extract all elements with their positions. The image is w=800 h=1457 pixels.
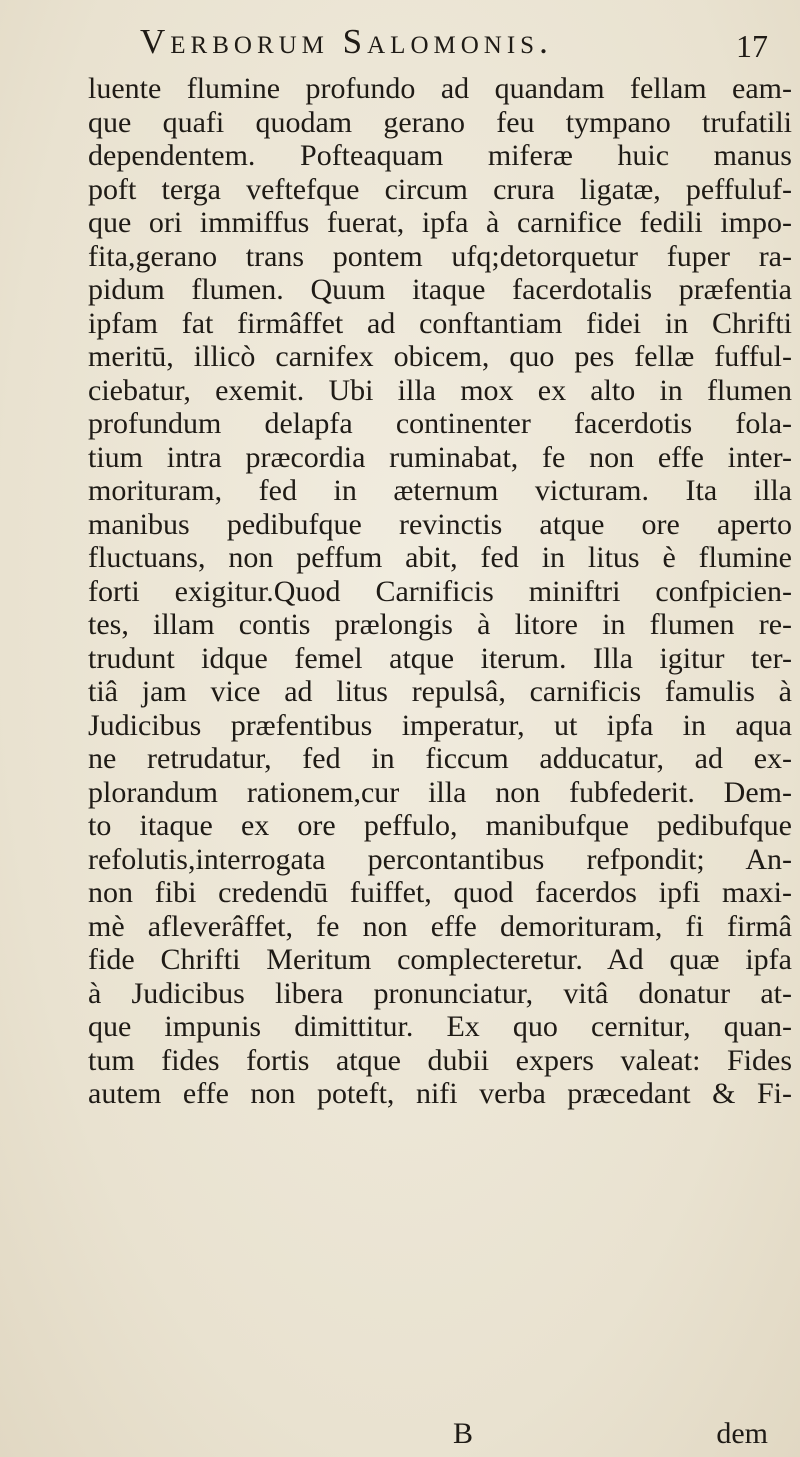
text-line: non fibi credendū fuiffet, quod facerdos ipfi maxi- <box>88 876 792 909</box>
text-line: trudunt idque femel atque iterum. Illa igitur ter- <box>88 641 792 675</box>
text-line: pidum flumen. Quum itaque facerdotalis præfentia <box>88 273 792 306</box>
page-number: 17 <box>736 28 768 64</box>
text-line: manibus pedibufque revinctis atque ore aperto <box>88 507 792 541</box>
text-line: to itaque ex ore peffulo, manibufque pedibufque <box>88 809 792 842</box>
text-line: meritū, illicò carnifex obicem, quo pes fellæ fufful- <box>88 340 792 373</box>
text-line: ciebatur, exemit. Ubi illa mox ex alto in flumen <box>88 373 792 407</box>
page-footer <box>88 1417 796 1449</box>
text-line: tes, illam contis prælongis à litore in flumen re- <box>88 608 792 641</box>
text-line: ipfam fat firmâffet ad conftantiam fidei in Chrifti <box>88 306 792 340</box>
text-line: que ori immiffus fuerat, ipfa à carnifice fedili impo- <box>88 206 792 239</box>
catchword: dem <box>716 1417 768 1450</box>
text-line: ne retrudatur, fed in ficcum adducatur, ad ex- <box>88 742 792 775</box>
text-line: tum fides fortis atque dubii expers valeat: Fides <box>88 1043 792 1077</box>
text-line: Judicibus præfentibus imperatur, ut ipfa in aqua <box>88 708 792 742</box>
text-line: tiâ jam vice ad litus repulsâ, carnificis famulis à <box>88 675 792 708</box>
text-line: fluctuans, non peffum abit, fed in litus è flumine <box>88 541 792 574</box>
text-line: tium intra præcordia ruminabat, fe non effe inter- <box>88 440 792 474</box>
text-line: refolutis,interrogata percontantibus refpondit; An- <box>88 842 792 876</box>
text-line: fita,gerano trans pontem ufq;detorquetur fuper ra- <box>88 239 792 273</box>
text-line: poft terga veftefque circum crura ligatæ, peffuluf- <box>88 172 792 206</box>
text-line: luente flumine profundo ad quandam fellam eam- <box>88 72 792 105</box>
text-line: autem effe non poteft, nifi verba præcedant & Fi- <box>88 1077 792 1110</box>
text-line: forti exigitur.Quod Carnificis miniftri confpicien- <box>88 574 792 608</box>
body-text <box>88 72 796 1111</box>
text-line: que quafi quodam gerano feu tympano trufatili <box>88 105 792 139</box>
text-line: plorandum rationem,cur illa non fubfederit. Dem- <box>88 775 792 809</box>
page-header <box>140 14 800 70</box>
signature-mark: B <box>453 1417 474 1450</box>
text-line: que impunis dimittitur. Ex quo cernitur, quan- <box>88 1010 792 1043</box>
running-title: Verborum Salomonis. <box>140 22 553 61</box>
text-line: profundum delapfa continenter facerdotis fola- <box>88 407 792 440</box>
text-line: morituram, fed in æternum victuram. Ita illa <box>88 474 792 507</box>
text-line: mè afleverâffet, fe non effe demorituram, fi firmâ <box>88 909 792 943</box>
text-line: à Judicibus libera pronunciatur, vitâ donatur at- <box>88 976 792 1010</box>
text-line: dependentem. Pofteaquam miferæ huic manus <box>88 139 792 172</box>
text-line: fide Chrifti Meritum complecteretur. Ad quæ ipfa <box>88 943 792 976</box>
